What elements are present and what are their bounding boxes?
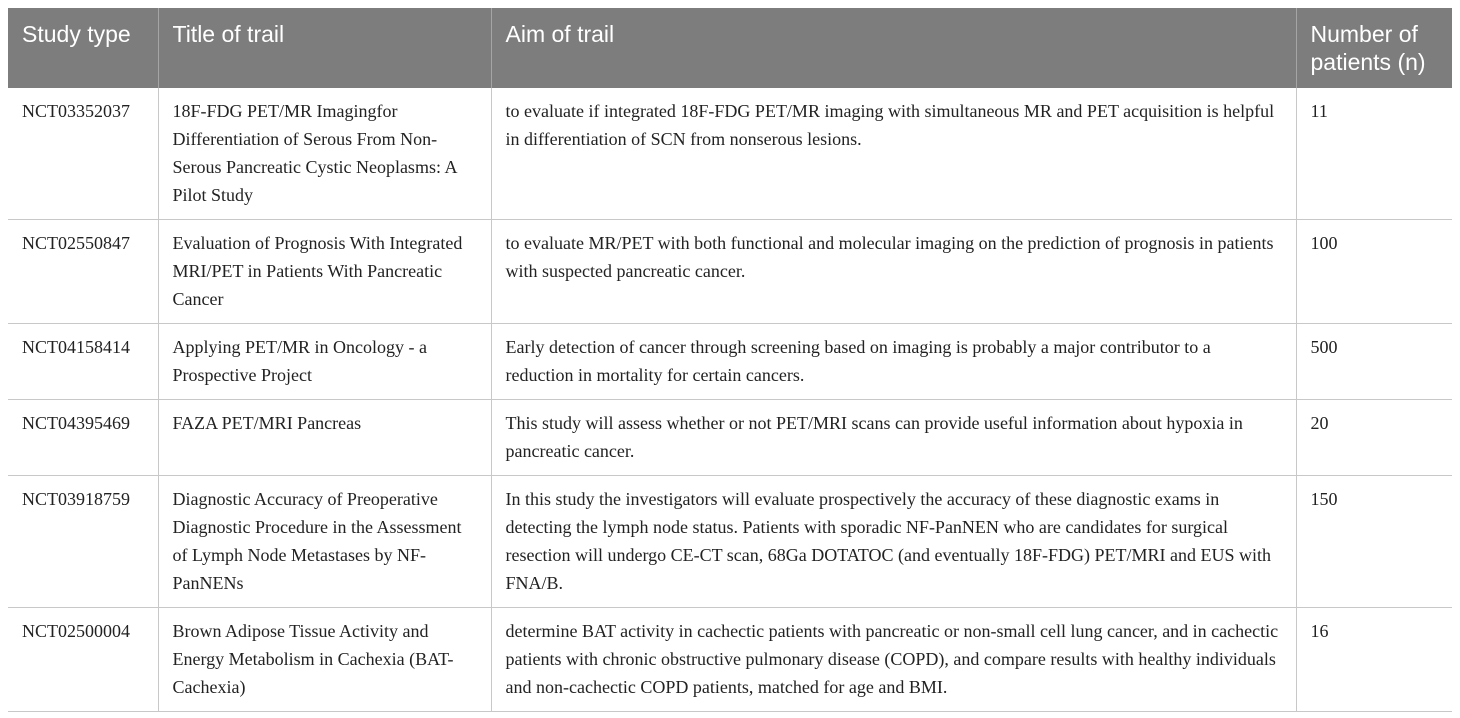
table-row <box>8 220 1452 324</box>
cell-title: Brown Adipose Tissue Activity and Energy Metabolism in Cachexia (BAT-Cachexia) <box>158 608 491 712</box>
header-title: Title of trail <box>158 8 491 88</box>
table-header-row <box>8 8 1452 88</box>
cell-aim: to evaluate if integrated 18F-FDG PET/MR imaging with simultaneous MR and PET acquisition is helpful in differentiation of SCN from nonserous lesions. <box>491 88 1296 220</box>
cell-title: Evaluation of Prognosis With Integrated MRI/PET in Patients With Pancreatic Cancer <box>158 220 491 324</box>
table-row <box>8 608 1452 712</box>
cell-study-type: NCT04158414 <box>8 324 158 400</box>
cell-title: Applying PET/MR in Oncology - a Prospective Project <box>158 324 491 400</box>
cell-title: FAZA PET/MRI Pancreas <box>158 400 491 476</box>
table-row <box>8 476 1452 608</box>
clinical-trials-table <box>8 8 1452 712</box>
cell-study-type: NCT02500004 <box>8 608 158 712</box>
cell-patients: 100 <box>1296 220 1452 324</box>
cell-title: Diagnostic Accuracy of Preoperative Diagnostic Procedure in the Assessment of Lymph Node Metastases by NF-PanNENs <box>158 476 491 608</box>
header-patients: Number of patients (n) <box>1296 8 1452 88</box>
cell-aim: determine BAT activity in cachectic patients with pancreatic or non-small cell lung cancer, and in cachectic patients with chronic obstructive pulmonary disease (COPD), and compare results with healthy individuals and non-cachectic COPD patients, matched for age and BMI. <box>491 608 1296 712</box>
cell-patients: 500 <box>1296 324 1452 400</box>
cell-aim: In this study the investigators will evaluate prospectively the accuracy of these diagnostic exams in detecting the lymph node status. Patients with sporadic NF-PanNEN who are candidates for surgical resection will undergo CE-CT scan, 68Ga DOTATOC (and eventually 18F-FDG) PET/MRI and EUS with FNA/B. <box>491 476 1296 608</box>
table-row <box>8 324 1452 400</box>
cell-study-type: NCT04395469 <box>8 400 158 476</box>
cell-study-type: NCT03918759 <box>8 476 158 608</box>
cell-aim: to evaluate MR/PET with both functional and molecular imaging on the prediction of prognosis in patients with suspected pancreatic cancer. <box>491 220 1296 324</box>
cell-title: 18F-FDG PET/MR Imagingfor Differentiation of Serous From Non-Serous Pancreatic Cystic Neoplasms: A Pilot Study <box>158 88 491 220</box>
header-study-type: Study type <box>8 8 158 88</box>
cell-aim: This study will assess whether or not PET/MRI scans can provide useful information about hypoxia in pancreatic cancer. <box>491 400 1296 476</box>
cell-study-type: NCT03352037 <box>8 88 158 220</box>
cell-patients: 20 <box>1296 400 1452 476</box>
cell-patients: 11 <box>1296 88 1452 220</box>
table-row <box>8 88 1452 220</box>
table-row <box>8 400 1452 476</box>
cell-aim: Early detection of cancer through screening based on imaging is probably a major contributor to a reduction in mortality for certain cancers. <box>491 324 1296 400</box>
cell-patients: 150 <box>1296 476 1452 608</box>
cell-study-type: NCT02550847 <box>8 220 158 324</box>
cell-patients: 16 <box>1296 608 1452 712</box>
header-aim: Aim of trail <box>491 8 1296 88</box>
